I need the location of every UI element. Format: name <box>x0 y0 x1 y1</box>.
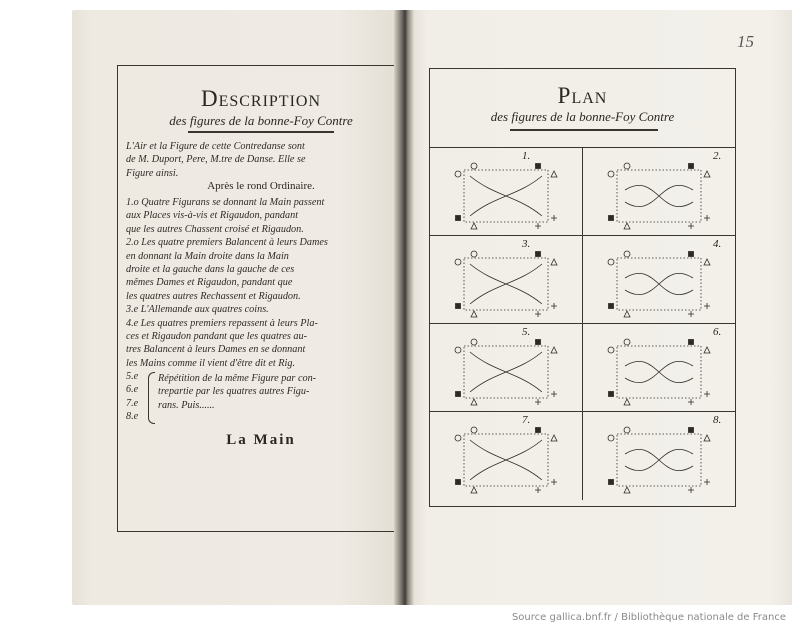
figure-cell-3 <box>430 235 582 324</box>
dancer-symbol <box>535 311 541 317</box>
dancer-symbol <box>456 304 461 309</box>
movement-path <box>470 352 542 392</box>
open-book <box>72 10 792 605</box>
dancer-symbol <box>536 252 541 257</box>
dancer-symbol <box>608 171 614 177</box>
figure-number: 6. <box>713 326 722 338</box>
figure-cell-5 <box>430 323 582 412</box>
dancer-symbol <box>688 223 694 229</box>
diagram-group <box>455 339 557 405</box>
dancer-symbol <box>608 259 614 265</box>
dancer-symbol <box>704 171 710 177</box>
figure-number: 3. <box>522 238 531 250</box>
dancer-symbol <box>551 391 557 397</box>
intro-line: de M. Duport, Pere, M.tre de Danse. Elle se <box>126 154 306 166</box>
dancer-symbol <box>704 259 710 265</box>
dancer-symbol <box>471 311 477 317</box>
dance-diagram <box>430 412 582 500</box>
dancer-symbol <box>551 259 557 265</box>
dancer-symbol <box>455 171 461 177</box>
figure-number: 7. <box>522 414 531 426</box>
dancer-symbol <box>536 340 541 345</box>
dancer-symbol <box>704 435 710 441</box>
dancer-symbol <box>536 428 541 433</box>
plan-title: Plan <box>557 83 608 108</box>
repeat-number: 6.e <box>126 384 139 396</box>
repeat-line: trepartie par les quatres autres Figu- <box>158 386 310 398</box>
dancer-symbol <box>471 487 477 493</box>
movement-path <box>470 176 542 216</box>
dancer-symbol <box>551 303 557 309</box>
dancer-symbol <box>455 347 461 353</box>
dancer-symbol <box>456 480 461 485</box>
item-line: que les autres Chassent croisé et Rigaudon. <box>126 223 304 235</box>
item-line: aux Places vis-à-vis et Rigaudon, pandant <box>126 210 299 222</box>
dancer-symbol <box>609 216 614 221</box>
dance-diagram <box>430 148 582 236</box>
movement-path <box>470 264 542 304</box>
dancer-symbol <box>455 435 461 441</box>
dancer-symbol <box>608 435 614 441</box>
diagram-group <box>455 163 557 229</box>
repeat-text <box>158 372 398 412</box>
dancer-symbol <box>471 251 477 257</box>
diagram-group <box>608 163 710 229</box>
item-line: 4.e Les quatres premiers repassent à leurs Pla- <box>126 317 318 329</box>
dancer-symbol <box>704 215 710 221</box>
intro-line: L'Air et la Figure de cette Contredanse sont <box>126 141 305 152</box>
item-line: les quatres autres Rechassent et Rigaudon. <box>126 290 301 302</box>
figure-number: 1. <box>522 150 531 162</box>
figure-cell-4 <box>582 235 735 324</box>
repeat-number: 5.e <box>126 371 139 382</box>
figure-cell-7 <box>430 411 582 500</box>
diagram-group <box>608 251 710 317</box>
folio-number: 15 <box>737 32 754 51</box>
dancer-symbol <box>688 311 694 317</box>
dance-diagram <box>583 412 735 500</box>
dancer-symbol <box>609 480 614 485</box>
movement-path <box>625 449 693 470</box>
plan-rule <box>510 129 658 131</box>
dancer-symbol <box>551 347 557 353</box>
description-title: Description <box>200 86 322 111</box>
repeat-line: rans. Puis...... <box>158 399 215 411</box>
la-main-footer: La Main <box>226 432 296 448</box>
dancer-symbol <box>689 428 694 433</box>
item-line: en donnant la Main droite dans la Main <box>126 250 289 262</box>
figure-number: 2. <box>713 150 722 162</box>
item-line: les Mains comme il vient d'être dit et Rig. <box>126 357 296 369</box>
item-line: 1.o Quatre Figurans se donnant la Main passent <box>126 197 325 208</box>
movement-path <box>625 185 693 206</box>
dancer-symbol <box>471 427 477 433</box>
dancer-symbol <box>704 303 710 309</box>
dancer-symbol <box>471 163 477 169</box>
dancer-symbol <box>689 252 694 257</box>
dancer-symbol <box>624 311 630 317</box>
dancer-symbol <box>471 399 477 405</box>
dancer-symbol <box>689 340 694 345</box>
dancer-symbol <box>456 216 461 221</box>
movement-path <box>470 440 542 480</box>
dancer-symbol <box>551 435 557 441</box>
dancer-symbol <box>551 171 557 177</box>
dancer-symbol <box>535 399 541 405</box>
figure-cell-8 <box>582 411 735 500</box>
dancer-symbol <box>624 339 630 345</box>
intro-text <box>126 140 398 180</box>
dancer-symbol <box>624 223 630 229</box>
dancer-symbol <box>704 347 710 353</box>
description-subtitle: des figures de la bonne-Foy Contre <box>169 113 353 128</box>
item-line: 3.e L'Allemande aux quatres coins. <box>126 304 269 316</box>
figure-number: 8. <box>713 414 722 426</box>
diagram-group <box>455 427 557 493</box>
dancer-symbol <box>471 339 477 345</box>
diagram-group <box>608 339 710 405</box>
dancer-symbol <box>536 164 541 169</box>
item-line: ces et Rigaudon pandant que les quatres au- <box>126 331 307 343</box>
repeat-line: Répétition de la même Figure par con- <box>158 373 317 384</box>
apres-line: Après le rond Ordinaire. <box>207 180 315 192</box>
repeat-brace <box>148 372 155 424</box>
dance-diagram <box>583 148 735 236</box>
plan-subtitle: des figures de la bonne-Foy Contre <box>490 109 675 124</box>
figure-cell-6 <box>582 323 735 412</box>
dancer-symbol <box>624 163 630 169</box>
figure-cell-2 <box>582 147 735 236</box>
item-line: droite et la gauche dans la gauche de ces <box>126 264 295 276</box>
dancer-symbol <box>535 487 541 493</box>
figure-cell-1 <box>430 147 582 236</box>
title-rule <box>188 131 334 133</box>
dancer-symbol <box>624 251 630 257</box>
dance-diagram <box>583 324 735 412</box>
diagram-group <box>608 427 710 493</box>
dancer-symbol <box>704 391 710 397</box>
plan-frame <box>429 68 736 507</box>
dancer-symbol <box>624 487 630 493</box>
dancer-symbol <box>551 479 557 485</box>
diagram-group <box>455 251 557 317</box>
dancer-symbol <box>551 215 557 221</box>
book-spine <box>394 10 414 605</box>
figure-items <box>126 196 398 370</box>
dancer-symbol <box>471 223 477 229</box>
repeat-number: 7.e <box>126 397 139 409</box>
description-frame <box>117 65 405 532</box>
dancer-symbol <box>689 164 694 169</box>
dancer-symbol <box>704 479 710 485</box>
dancer-symbol <box>608 347 614 353</box>
repeat-number: 8.e <box>126 411 139 423</box>
movement-path <box>625 361 693 382</box>
dance-diagram <box>430 324 582 412</box>
dance-diagram <box>583 236 735 324</box>
item-line: mêmes Dames et Rigaudon, pandant que <box>126 277 293 289</box>
source-credit: Source gallica.bnf.fr / Bibliothèque nationale de France <box>511 612 786 623</box>
dancer-symbol <box>456 392 461 397</box>
figure-grid <box>430 147 735 505</box>
dancer-symbol <box>455 259 461 265</box>
dancer-symbol <box>624 427 630 433</box>
dancer-symbol <box>609 304 614 309</box>
dancer-symbol <box>624 399 630 405</box>
dancer-symbol <box>688 399 694 405</box>
dancer-symbol <box>688 487 694 493</box>
dancer-symbol <box>535 223 541 229</box>
left-page <box>72 10 404 605</box>
item-line: tres Balancent à leurs Dames en se donnant <box>126 344 306 356</box>
figure-number: 5. <box>522 326 531 338</box>
movement-path <box>625 273 693 294</box>
item-line: 2.o Les quatre premiers Balancent à leurs Dames <box>126 237 328 249</box>
dance-diagram <box>430 236 582 324</box>
figure-number: 4. <box>713 238 722 250</box>
intro-line: Figure ainsi. <box>126 167 179 179</box>
dancer-symbol <box>609 392 614 397</box>
